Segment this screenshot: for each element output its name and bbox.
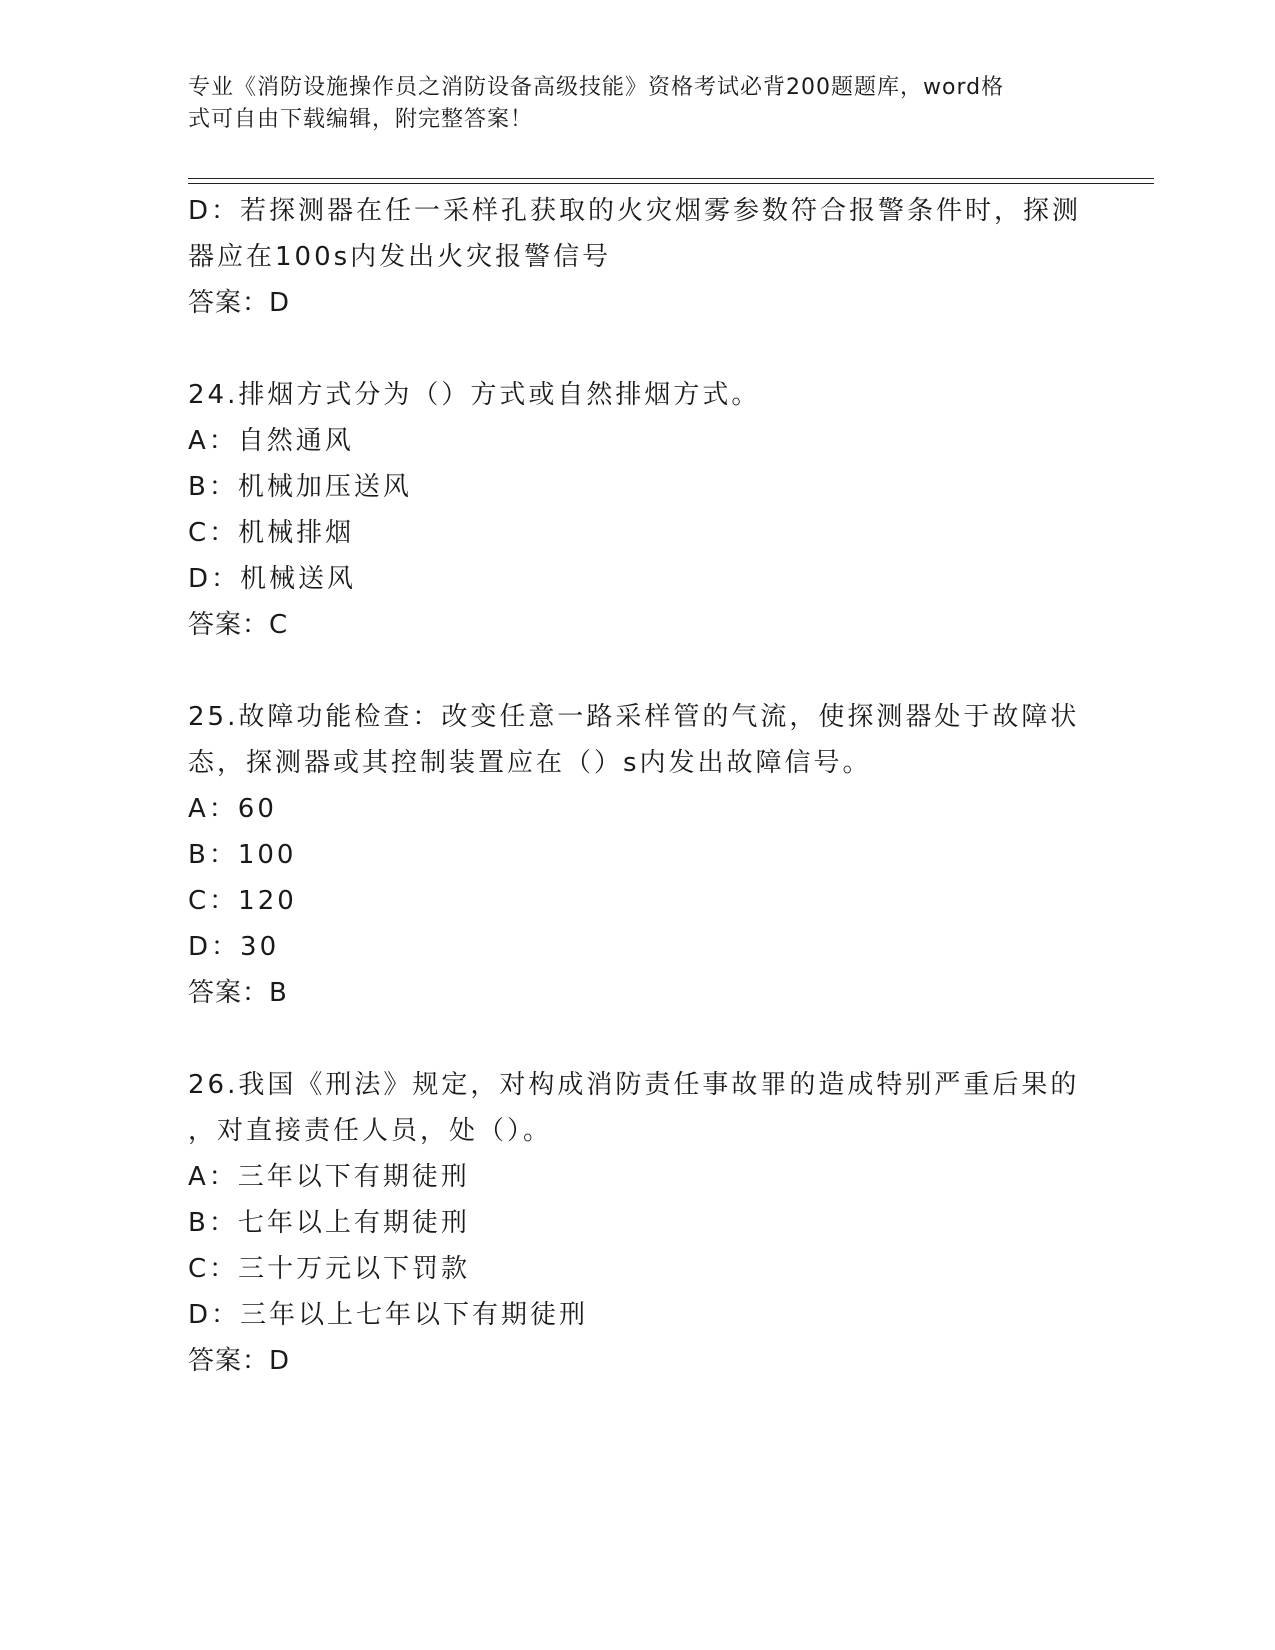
q23-option-d-line-1: D：若探测器在任一采样孔获取的火灾烟雾参数符合报警条件时，探测 [188,196,1082,226]
header-line-2: 式可自由下载编辑，附完整答案！ [188,107,534,132]
question-stem: 24.排烟方式分为（）方式或自然排烟方式。 [188,380,761,410]
question-24 [188,372,1088,648]
question-26 [188,1062,1088,1384]
document-header [188,72,1068,136]
option-d: D：30 [188,932,280,962]
answer: 答案：C [188,610,289,640]
q23-option-d-line-2: 器应在100s内发出火灾报警信号 [188,242,612,272]
option-b: B：机械加压送风 [188,472,412,502]
option-a: A：三年以下有期徒刑 [188,1162,470,1192]
question-stem-line-1: 26.我国《刑法》规定，对构成消防责任事故罪的造成特别严重后果的 [188,1070,1080,1100]
spacer [188,1016,1088,1062]
q23-answer: 答案：D [188,288,291,318]
option-c: C：120 [188,886,297,916]
option-c: C：机械排烟 [188,518,355,548]
question-25 [188,694,1088,1016]
option-d: D：机械送风 [188,564,357,594]
header-line-1: 专业《消防设施操作员之消防设备高级技能》资格考试必背200题题库，word格 [188,75,1005,100]
answer: 答案：D [188,1346,291,1376]
option-c: C：三十万元以下罚款 [188,1254,471,1284]
header-rule-top [188,178,1154,179]
question-stem-line-2: ，对直接责任人员，处（）。 [188,1116,553,1146]
spacer [188,648,1088,694]
spacer [188,326,1088,372]
option-a: A：60 [188,794,277,824]
header-rule-bottom [188,183,1154,184]
question-stem-line-1: 25.故障功能检查：改变任意一路采样管的气流，使探测器处于故障状 [188,702,1080,732]
option-d: D：三年以上七年以下有期徒刑 [188,1300,589,1330]
question-content [188,188,1088,1384]
option-b: B：七年以上有期徒刑 [188,1208,470,1238]
option-b: B：100 [188,840,297,870]
option-a: A：自然通风 [188,426,354,456]
question-stem-line-2: 态，探测器或其控制装置应在（）s内发出故障信号。 [188,748,872,778]
answer: 答案：B [188,978,288,1008]
